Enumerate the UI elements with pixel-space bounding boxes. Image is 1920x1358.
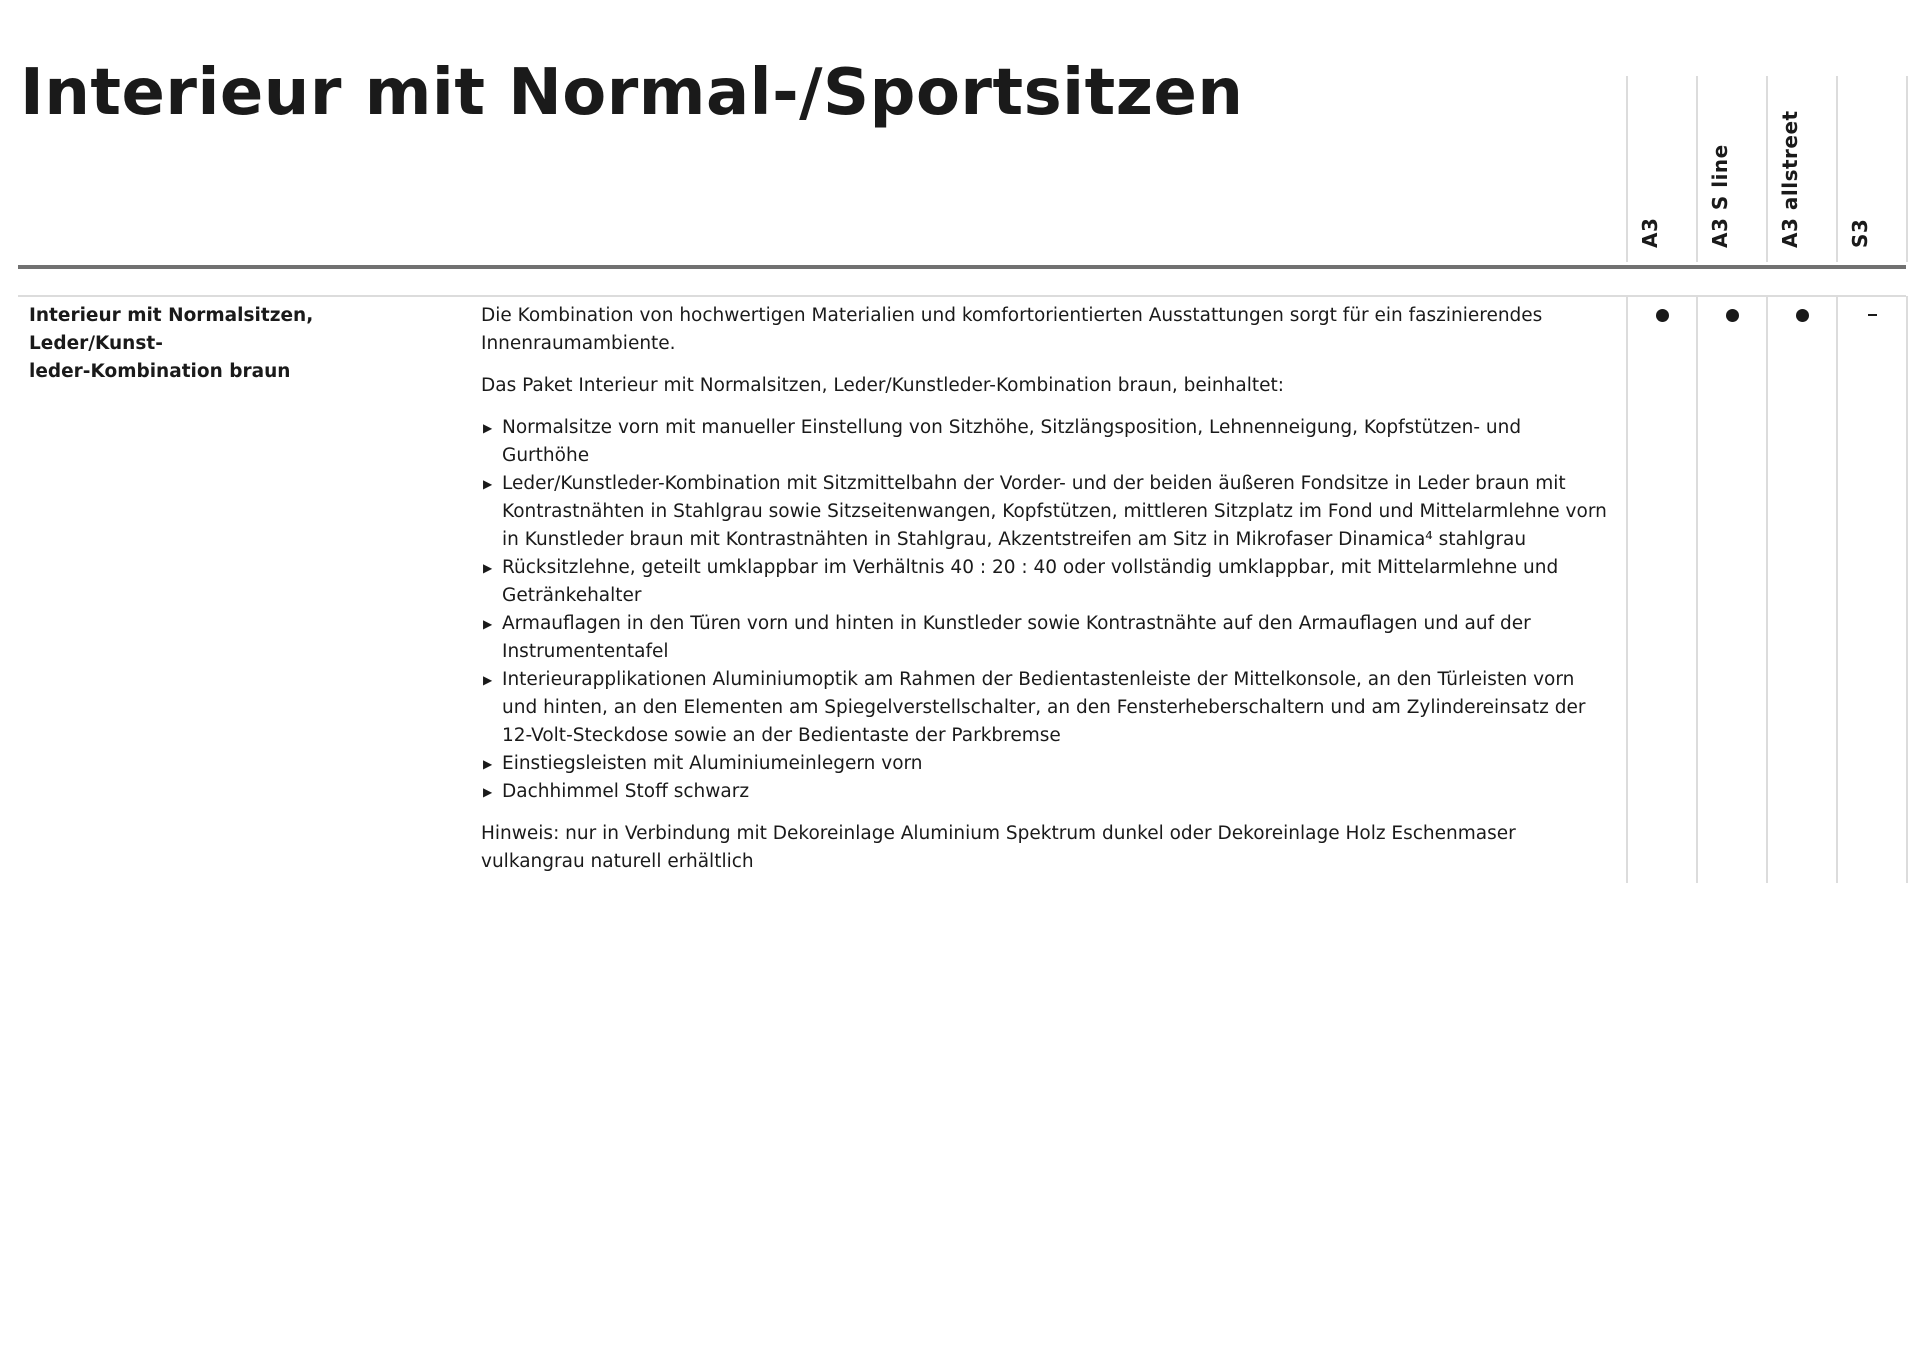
column-header-a3-s-line [1698, 76, 1766, 262]
availability-a3-s-line [1698, 300, 1766, 330]
availability-a3 [1628, 300, 1696, 330]
list-item-text: Einstiegsleisten mit Aluminiumeinlegern vorn [502, 753, 923, 774]
standard-dot-icon [1656, 309, 1669, 322]
bullet-arrow-icon: ▶ [483, 673, 493, 687]
list-item-text: Rücksitzlehne, geteilt umklappbar im Verhältnis 40 : 20 : 40 oder vollständig umklappbar, mit Mittelarmlehne und Getränkehalter [502, 557, 1559, 606]
column-header-s3 [1838, 76, 1906, 262]
list-item [481, 778, 1611, 806]
availability-s3 [1838, 300, 1906, 330]
availability-a3-allstreet [1768, 300, 1836, 330]
column-header-a3 [1628, 76, 1696, 262]
column-header-label: A3 [1638, 217, 1662, 248]
list-item-text: Leder/Kunstleder-Kombination mit Sitzmittelbahn der Vorder- und der beiden äußeren Fondsitze in Leder braun mit Kontrastnähten in Stahlgrau sowie Sitzseitenwangen, Kopfstützen, mittleren Sitzplatz im Fond und Mittelarmlehne vorn in Kunstleder braun mit Kontrastnähten in Stahlgrau, Akzentstreifen am Sitz in Mikrofaser Dinamica⁴ stahlgrau [502, 473, 1607, 550]
column-divider [1696, 296, 1698, 883]
feature-description [481, 302, 1611, 890]
feature-name-line: leder-Kombination braun [29, 361, 291, 382]
package-intro: Das Paket Interieur mit Normalsitzen, Leder/Kunstleder-Kombination braun, beinhaltet: [481, 375, 1284, 396]
availability-note: Hinweis: nur in Verbindung mit Dekoreinlage Aluminium Spektrum dunkel oder Dekoreinlage Holz Eschenmaser vulkangrau naturell erhältlich [481, 823, 1516, 872]
row-top-rule [18, 295, 1906, 297]
list-item [481, 610, 1611, 666]
bullet-arrow-icon: ▶ [483, 757, 493, 771]
page-title: Interieur mit Normal-/Sportsitzen [20, 56, 1244, 130]
package-items-list [481, 414, 1611, 806]
not-available-dash-icon [1868, 314, 1877, 316]
list-item-text: Interieurapplikationen Aluminiumoptik am Rahmen der Bedientastenleiste der Mittelkonsole, an den Türleisten vorn und hinten, an den Elementen am Spiegelverstellschalter, an den Fensterheberschaltern und am Zylindereinsatz der 12-Volt-Steckdose sowie an der Bedientaste der Parkbremse [502, 669, 1586, 746]
list-item [481, 414, 1611, 470]
list-item-text: Armauflagen in den Türen vorn und hinten in Kunstleder sowie Kontrastnähte auf den Armauflagen und auf der Instrumententafel [502, 613, 1531, 662]
column-header-label: A3 S line [1708, 144, 1732, 248]
column-divider [1906, 76, 1908, 262]
column-divider [1906, 296, 1908, 883]
standard-dot-icon [1726, 309, 1739, 322]
list-item-text: Dachhimmel Stoff schwarz [502, 781, 750, 802]
bullet-arrow-icon: ▶ [483, 477, 493, 491]
list-item-text: Normalsitze vorn mit manueller Einstellung von Sitzhöhe, Sitzlängsposition, Lehnenneigung, Kopfstützen- und Gurthöhe [502, 417, 1522, 466]
list-item [481, 750, 1611, 778]
bullet-arrow-icon: ▶ [483, 617, 493, 631]
list-item [481, 470, 1611, 554]
standard-dot-icon [1796, 309, 1809, 322]
column-header-label: S3 [1848, 218, 1872, 248]
list-item [481, 554, 1611, 610]
list-item [481, 666, 1611, 750]
column-divider [1626, 296, 1628, 883]
description-intro: Die Kombination von hochwertigen Materialien und komfortorientierten Ausstattungen sorgt für ein faszinierendes Innenraumambiente. [481, 305, 1543, 354]
column-header-a3-allstreet [1768, 76, 1836, 262]
column-header-label: A3 allstreet [1778, 110, 1802, 248]
column-divider [1766, 296, 1768, 883]
bullet-arrow-icon: ▶ [483, 561, 493, 575]
feature-name-line: Interieur mit Normalsitzen, Leder/Kunst- [29, 305, 314, 354]
column-divider [1836, 296, 1838, 883]
header-rule [18, 265, 1906, 269]
bullet-arrow-icon: ▶ [483, 421, 493, 435]
feature-name [29, 302, 439, 386]
bullet-arrow-icon: ▶ [483, 785, 493, 799]
